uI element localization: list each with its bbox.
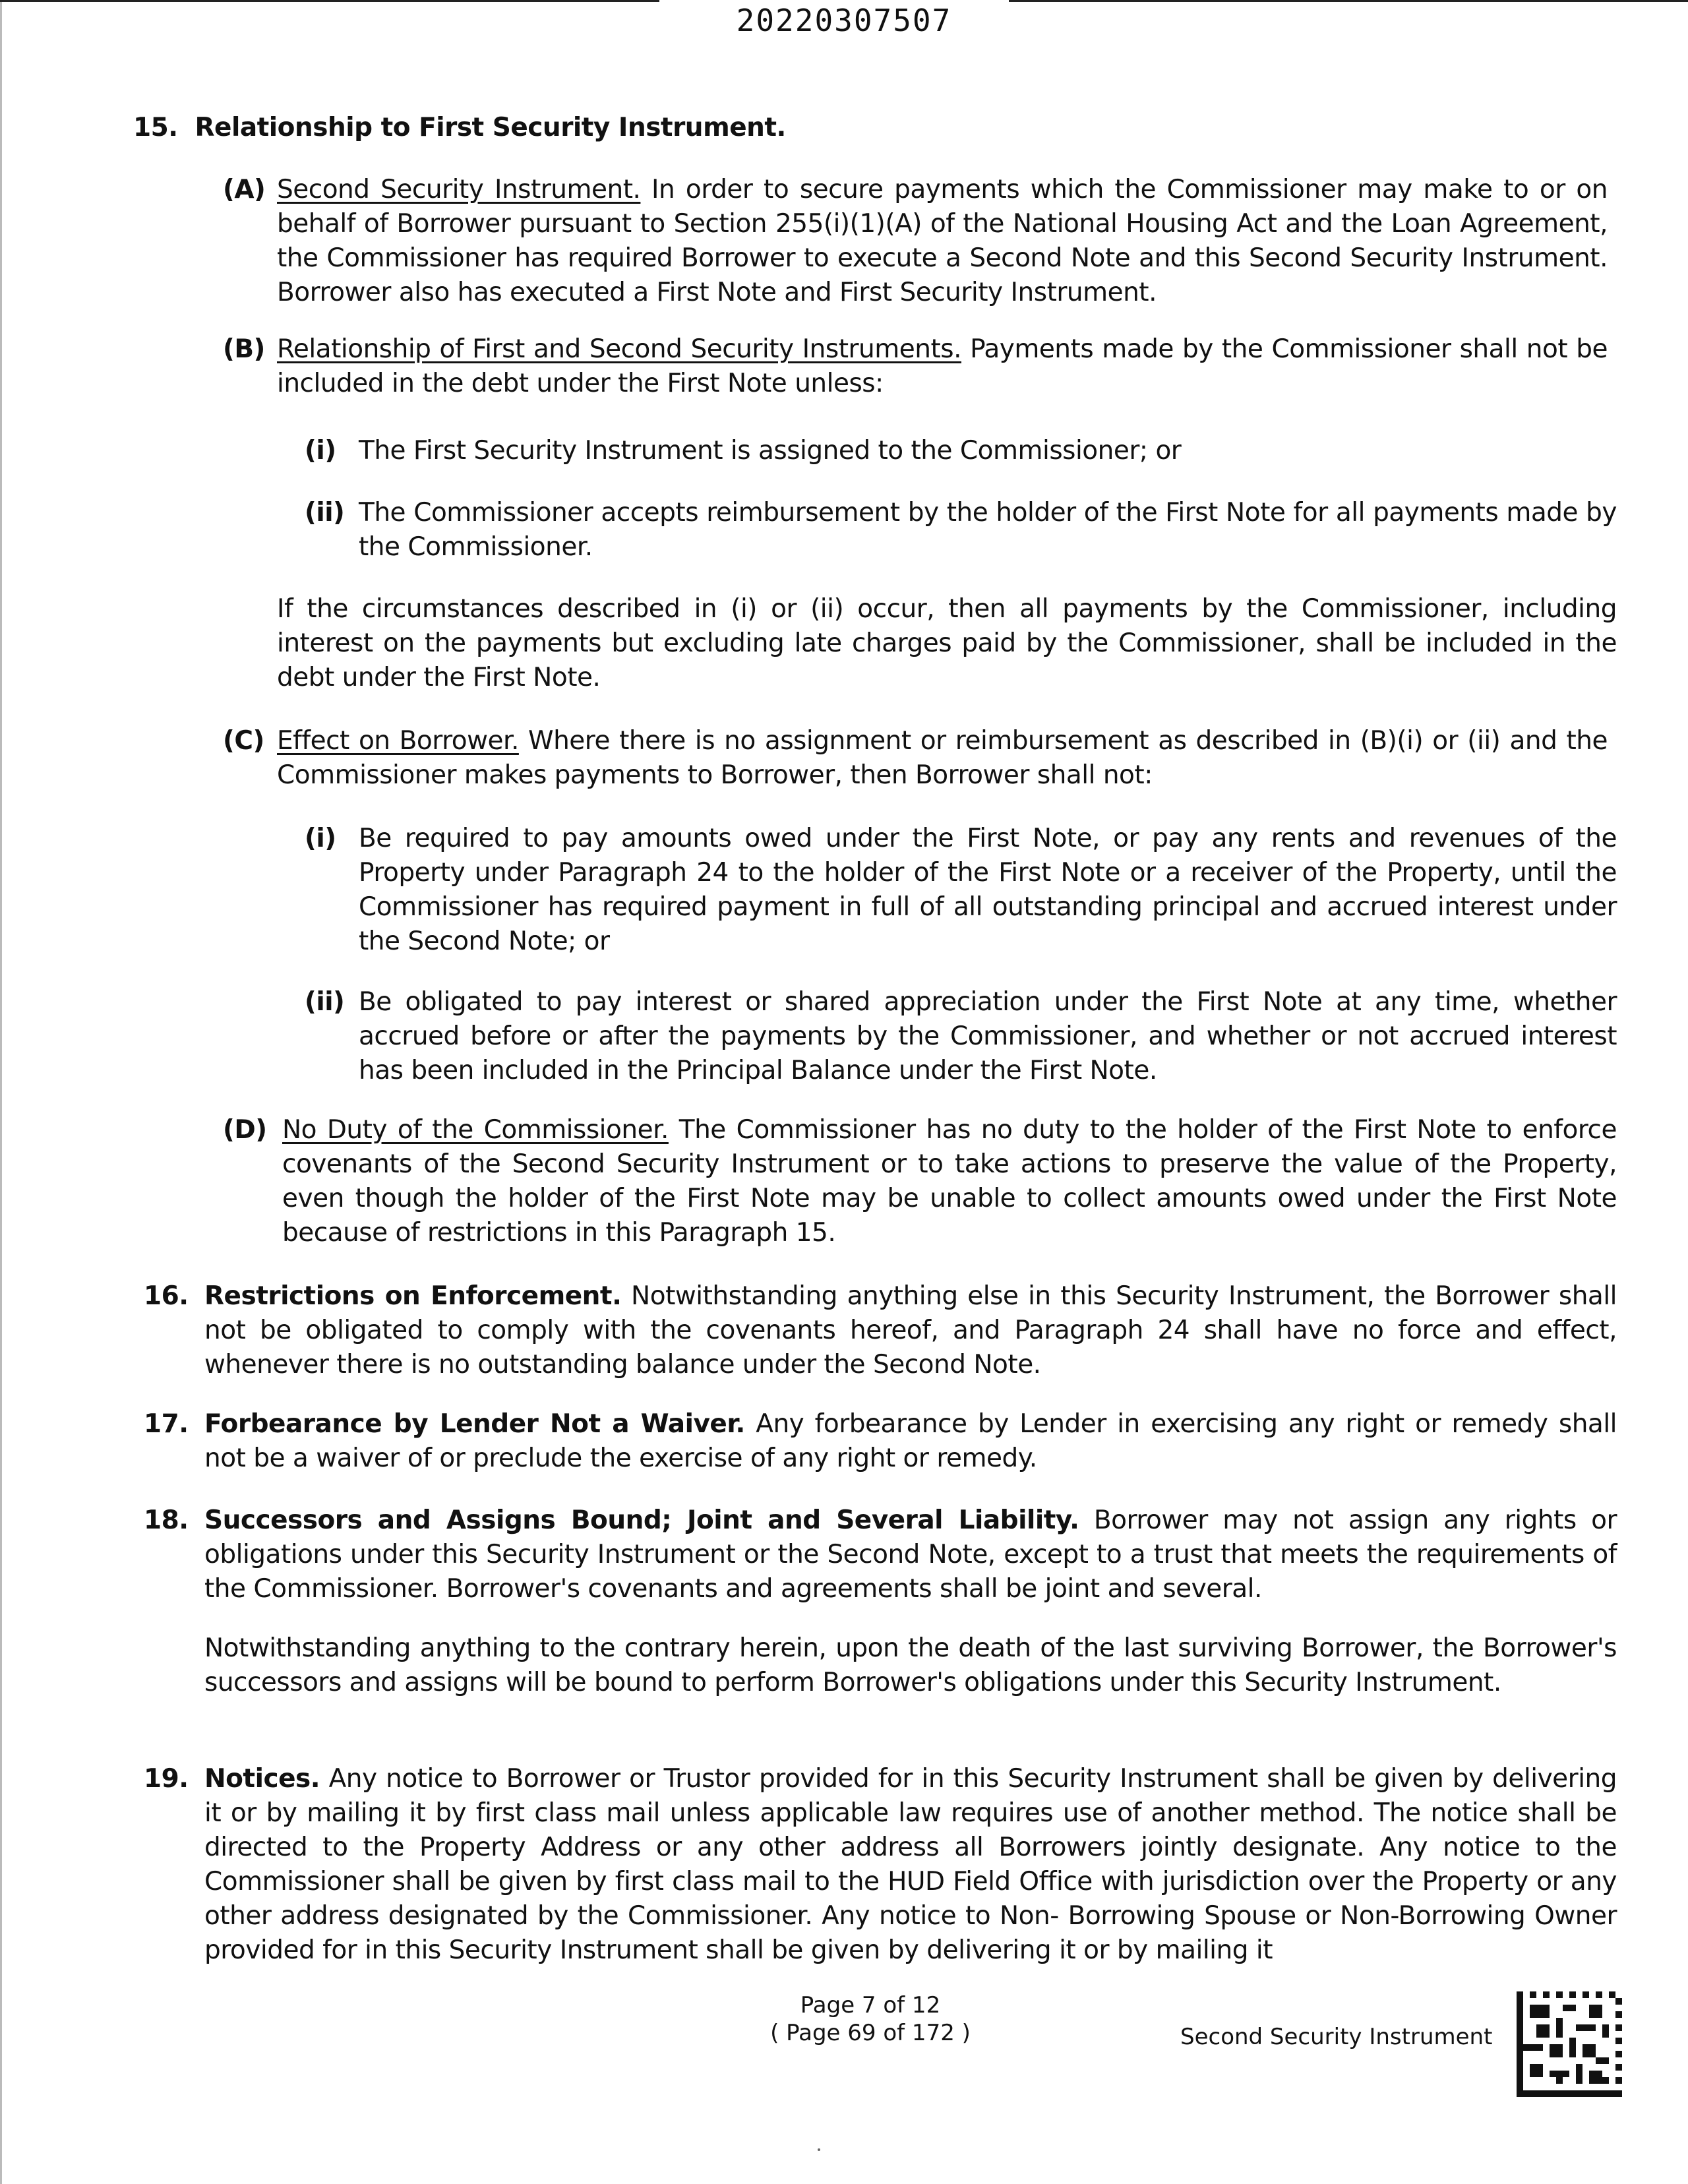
section-15d [223, 1113, 1617, 1250]
section-15-title: Relationship to First Security Instrument. [195, 113, 786, 142]
section-15b-paragraph-text: If the circumstances described in (i) or (ii) occur, then all payments by the Commissioner, including interest on the payments but excluding late charges paid by the Commissioner, shall be included in the debt under the First Note. [277, 594, 1617, 692]
section-15c-body: Where there is no assignment or reimbursement as described in (B)(i) or (ii) and the Commissioner makes payments to Borrower, then Borrower shall not: [277, 726, 1608, 790]
section-18-number: 18. [144, 1505, 189, 1535]
section-15b-text [277, 332, 1608, 401]
section-15b-title: Relationship of First and Second Security Instruments. [277, 334, 961, 364]
section-19-text [204, 1762, 1617, 1968]
section-17-text [204, 1407, 1617, 1476]
section-15a-label: (A) [223, 175, 266, 204]
section-17 [144, 1407, 1617, 1476]
section-15b-i-text: The First Security Instrument is assigned to the Commissioner; or [359, 436, 1182, 466]
section-15a [223, 173, 1608, 310]
section-18-paragraph [204, 1631, 1617, 1700]
section-15c [223, 724, 1608, 793]
section-19-title: Notices. [204, 1764, 320, 1794]
scan-speck [818, 2148, 820, 2151]
section-15d-label: (D) [223, 1115, 267, 1145]
document-title-footer: Second Security Instrument [1180, 2024, 1493, 2050]
section-16-title: Restrictions on Enforcement. [204, 1281, 622, 1311]
section-17-title: Forbearance by Lender Not a Waiver. [204, 1409, 745, 1439]
section-18-body: Borrower may not assign any rights or obligations under this Security Instrument or the Second Note, except to a trust that meets the requirements of the Commissioner. Borrower's covenants and agreements shall be joint and several. [204, 1505, 1617, 1604]
scan-edge [0, 0, 2, 2184]
section-15c-ii-text: Be obligated to pay interest or shared appreciation under the First Note at any time, whether accrued before or after the payments by the Commissioner, and whether or not accrued interest has been included in the Principal Balance under the First Note. [359, 987, 1617, 1085]
datamatrix-barcode-icon [1517, 1991, 1622, 2097]
section-15b-body: Payments made by the Commissioner shall not be included in the debt under the First Note unless: [277, 334, 1608, 398]
total-page-number: ( Page 69 of 172 ) [770, 2020, 971, 2046]
section-18-title: Successors and Assigns Bound; Joint and Several Liability. [204, 1505, 1079, 1535]
section-15a-body: In order to secure payments which the Commissioner may make to or on behalf of Borrower pursuant to Section 255(i)(1)(A) of the National Housing Act and the Loan Agreement, the Commissioner has required Borrower to execute a Second Note and this Second Security Instrument. Borrower also has executed a First Note and First Security Instrument. [277, 175, 1608, 307]
section-15c-i [305, 822, 1617, 959]
section-15b-ii-label: (ii) [305, 498, 345, 528]
section-15c-label: (C) [223, 726, 264, 756]
section-15b-ii [305, 496, 1617, 564]
section-15d-title: No Duty of the Commissioner. [282, 1115, 669, 1145]
section-15c-i-text: Be required to pay amounts owed under the First Note, or pay any rents and revenues of the Property under Paragraph 24 to the holder of the First Note or a receiver of the Property, until the Commissioner has required payment in full of all outstanding principal and accrued interest under the Second Note; or [359, 824, 1617, 956]
section-15b [223, 332, 1608, 401]
page-number: Page 7 of 12 [800, 1992, 941, 2018]
section-15c-i-label: (i) [305, 824, 336, 853]
header-rule-right [1009, 0, 1688, 2]
section-16-text [204, 1279, 1617, 1382]
section-15a-title: Second Security Instrument. [277, 175, 641, 204]
section-15b-i-label: (i) [305, 436, 336, 466]
section-17-number: 17. [144, 1409, 189, 1439]
section-18-paragraph-text: Notwithstanding anything to the contrary herein, upon the death of the last surviving Borrower, the Borrower's successors and assigns will be bound to perform Borrower's obligations under this Security Instrument. [204, 1633, 1617, 1697]
section-15d-body: The Commissioner has no duty to the holder of the First Note to enforce covenants of the Second Security Instrument or to take actions to preserve the value of the Property, even though the holder of the First Note may be unable to collect amounts owed under the First Note because of restrictions in this Paragraph 15. [282, 1115, 1617, 1248]
section-19-body: Any notice to Borrower or Trustor provided for in this Security Instrument shall be given by delivering it or by mailing it by first class mail unless applicable law requires use of another method. The notice shall be directed to the Property Address or any other address all Borrowers jointly designate. Any notice to the Commissioner shall be given by first class mail to the HUD Field Office with jurisdiction over the Property or any other address designated by the Commissioner. Any notice to Non- Borrowing Spouse or Non-Borrowing Owner provided for in this Security Instrument shall be given by delivering it or by mailing it [204, 1764, 1617, 1965]
page-number-block [712, 1991, 1029, 2047]
section-18 [144, 1503, 1617, 1606]
header-rule-left [0, 0, 659, 2]
section-15b-paragraph [277, 592, 1617, 695]
section-15b-label: (B) [223, 334, 265, 364]
section-19-number: 19. [144, 1764, 189, 1794]
section-15c-text [277, 724, 1608, 793]
section-15b-i [305, 434, 1617, 468]
section-15d-text [282, 1113, 1617, 1250]
section-17-body: Any forbearance by Lender in exercising any right or remedy shall not be a waiver of or preclude the exercise of any right or remedy. [204, 1409, 1617, 1473]
section-15a-text [277, 173, 1608, 310]
section-15c-title: Effect on Borrower. [277, 726, 519, 756]
section-16-body: Notwithstanding anything else in this Security Instrument, the Borrower shall not be obligated to comply with the covenants hereof, and Paragraph 24 shall have no force and effect, whenever there is no outstanding balance under the Second Note. [204, 1281, 1617, 1380]
record-number: 20220307507 [736, 3, 952, 38]
section-15-heading [133, 111, 1386, 145]
section-15c-ii [305, 985, 1617, 1088]
section-15-number: 15. [133, 113, 178, 142]
section-19 [144, 1762, 1617, 1968]
section-15c-ii-label: (ii) [305, 987, 345, 1017]
section-15b-ii-text: The Commissioner accepts reimbursement by the holder of the First Note for all payments made by the Commissioner. [359, 498, 1617, 562]
section-16 [144, 1279, 1617, 1382]
section-16-number: 16. [144, 1281, 189, 1311]
section-18-text [204, 1503, 1617, 1606]
